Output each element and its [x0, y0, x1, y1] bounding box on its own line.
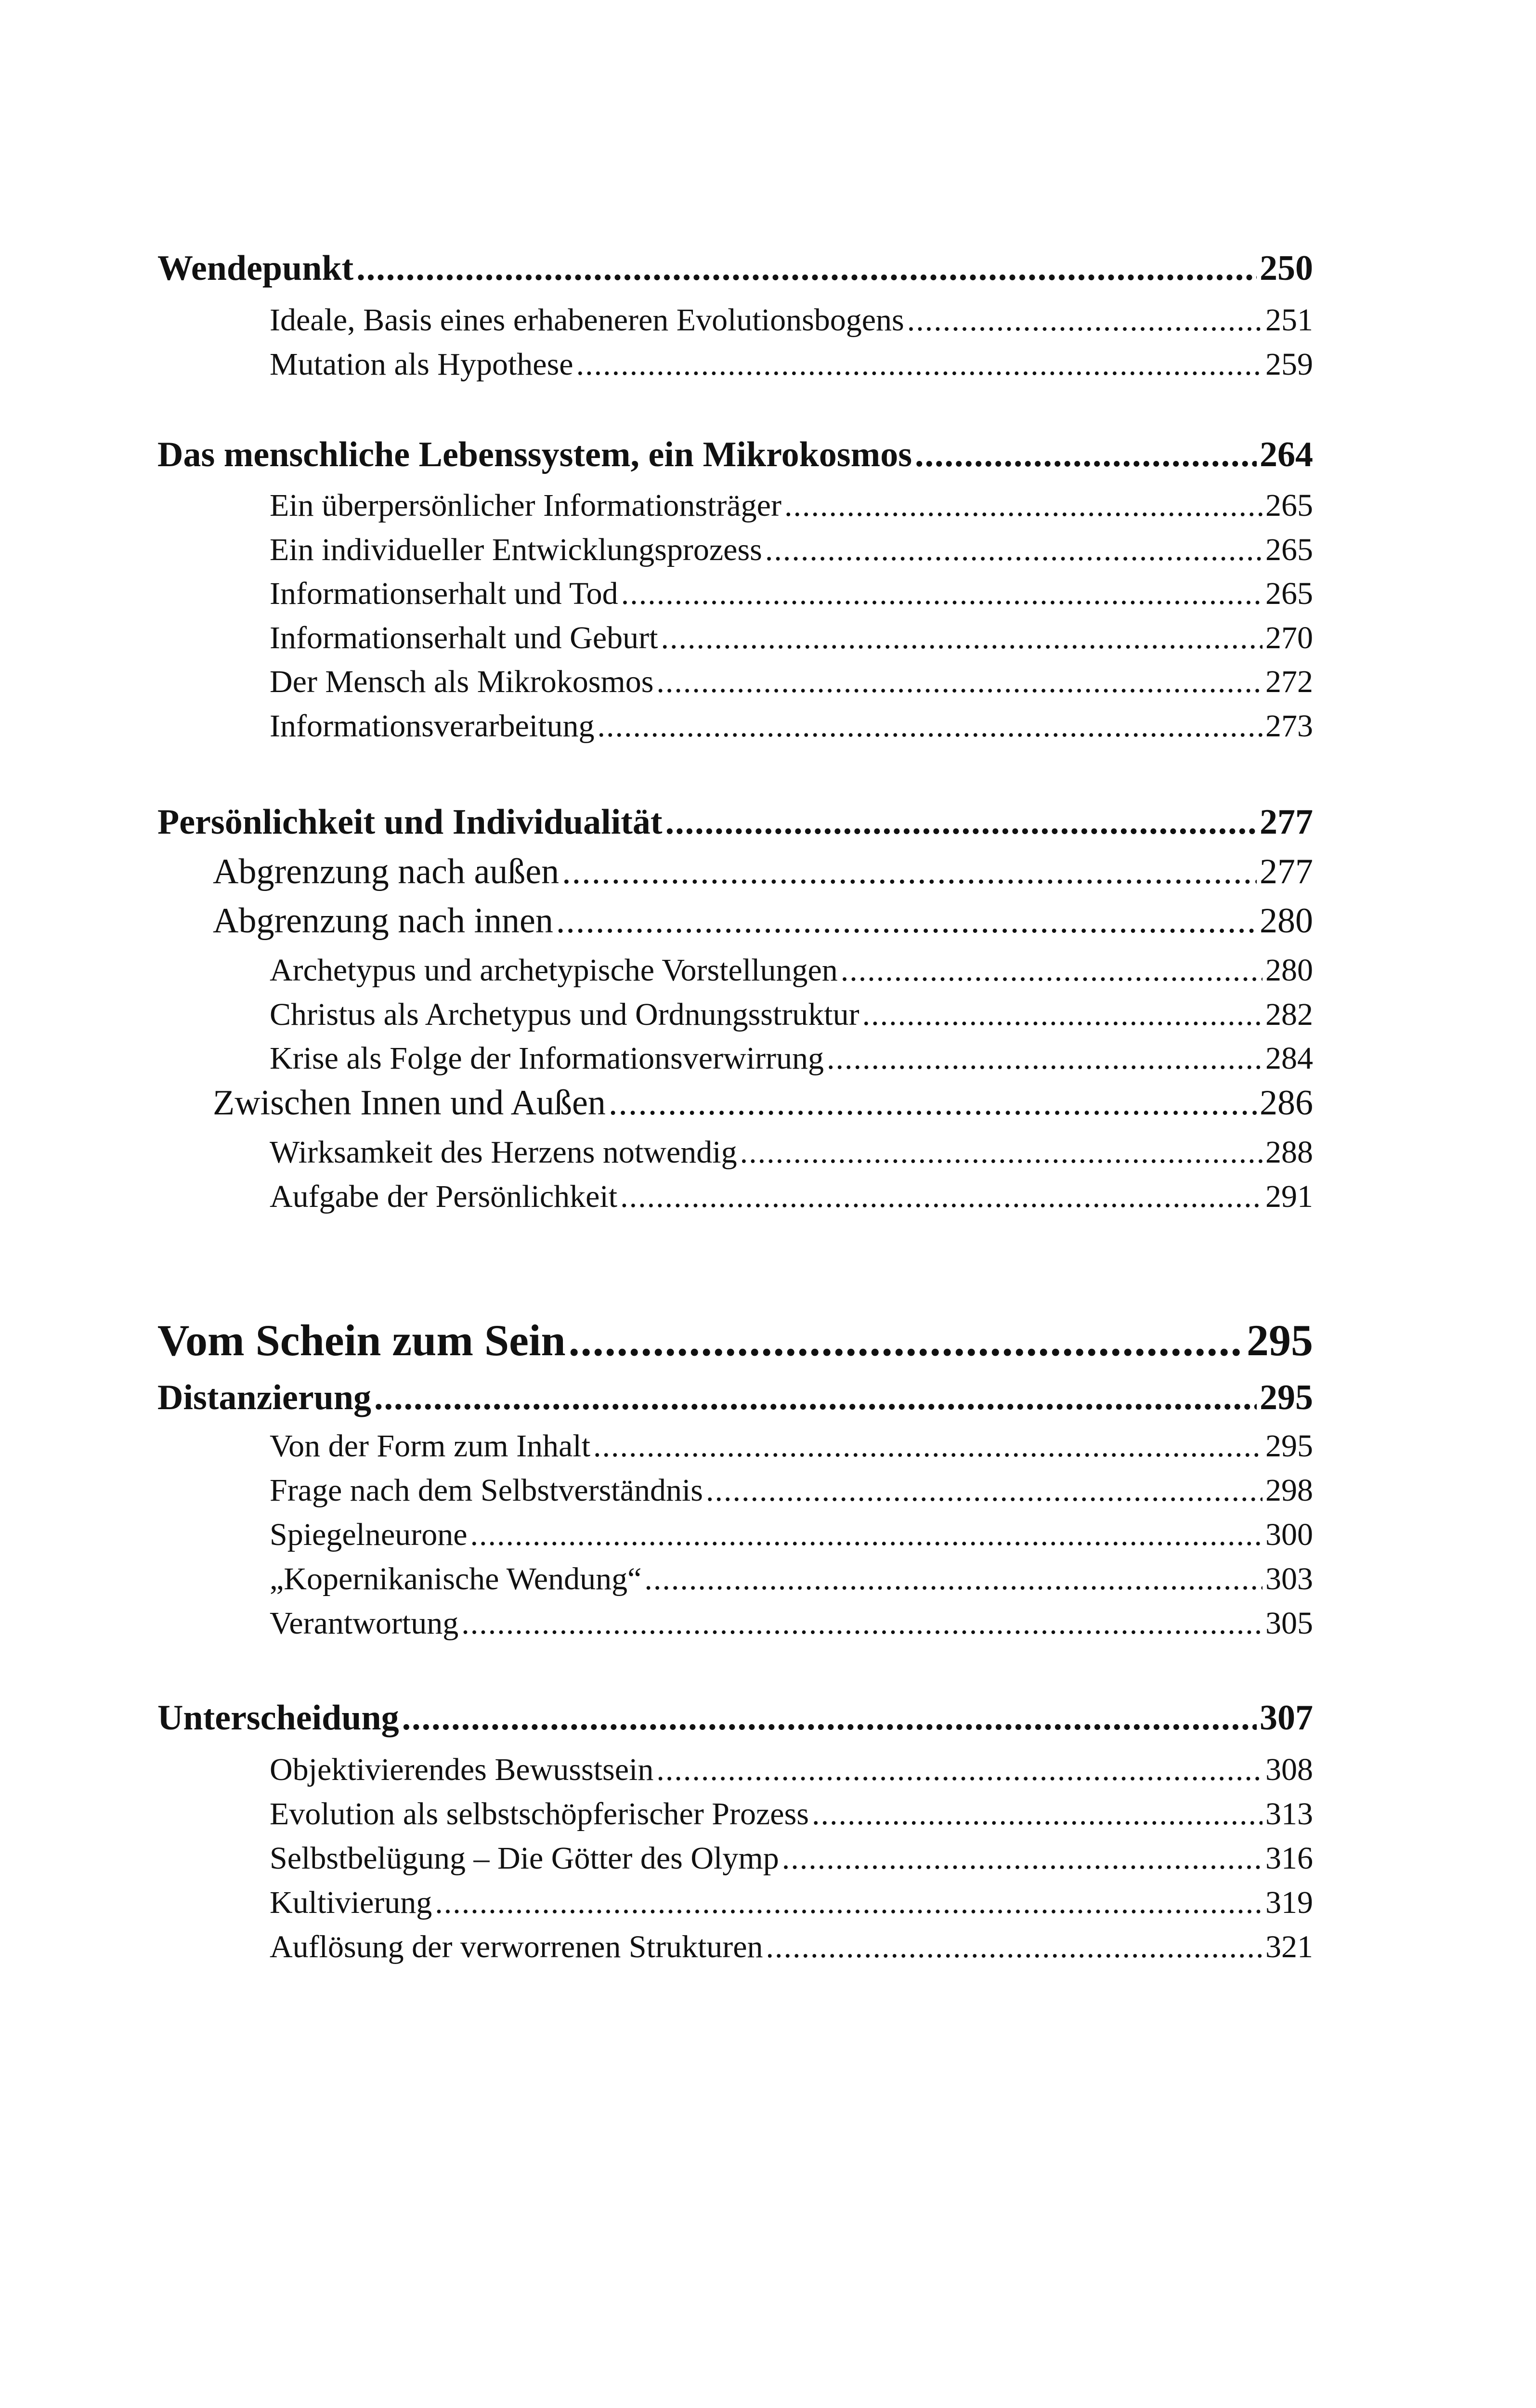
- toc-entry-page: 259: [1265, 347, 1313, 382]
- toc-entry-title: Vom Schein zum Sein: [157, 1316, 566, 1365]
- dot-leader: [766, 1929, 1263, 1965]
- toc-entry-page: 313: [1265, 1796, 1313, 1832]
- toc-entry-title: Informationserhalt und Geburt: [270, 620, 658, 655]
- toc-entry-page: 270: [1265, 620, 1313, 655]
- toc-chapter-distanzierung[interactable]: [157, 1377, 1313, 1420]
- toc-entry-page: 265: [1265, 488, 1313, 523]
- toc-entry-title: Objektivierendes Bewusstsein: [270, 1752, 654, 1787]
- toc-entry-aufloesung[interactable]: [270, 1929, 1313, 1967]
- toc-entry-page: 316: [1265, 1841, 1313, 1876]
- toc-entry-title: Selbstbelügung – Die Götter des Olymp: [270, 1841, 779, 1876]
- toc-chapter-unterscheidung[interactable]: [157, 1698, 1313, 1740]
- toc-entry-informationstraeger[interactable]: [270, 487, 1313, 526]
- dot-leader: [784, 487, 1263, 524]
- dot-leader: [706, 1472, 1263, 1509]
- toc-entry-kopernikanisch[interactable]: [270, 1561, 1313, 1599]
- toc-entry-aufgabe[interactable]: [270, 1178, 1313, 1217]
- dot-leader: [435, 1885, 1263, 1921]
- toc-entry-page: 280: [1260, 901, 1313, 941]
- dot-leader: [644, 1561, 1263, 1597]
- toc-entry-page: 288: [1265, 1135, 1313, 1170]
- toc-entry-title: Informationserhalt und Tod: [270, 576, 618, 611]
- dot-leader: [812, 1796, 1263, 1832]
- dot-leader: [356, 248, 1257, 289]
- toc-entry-page: 303: [1265, 1561, 1313, 1597]
- toc-entry-page: 273: [1265, 708, 1313, 744]
- toc-entry-page: 286: [1260, 1083, 1313, 1123]
- dot-leader: [661, 620, 1263, 656]
- toc-entry-krise[interactable]: [270, 1040, 1313, 1079]
- toc-entry-title: „Kopernikanische Wendung“: [270, 1561, 642, 1597]
- toc-entry-page: 308: [1265, 1752, 1313, 1787]
- toc-entry-title: Frage nach dem Selbstverständnis: [270, 1473, 703, 1508]
- toc-entry-archetypus[interactable]: [270, 952, 1313, 991]
- toc-entry-page: 291: [1265, 1179, 1313, 1214]
- dot-leader: [656, 664, 1263, 700]
- dot-leader: [593, 1428, 1263, 1465]
- toc-section-abgrenzung-aussen[interactable]: [213, 851, 1313, 894]
- toc-part-schein-sein[interactable]: [157, 1315, 1313, 1368]
- toc-entry-selbstverstaendnis[interactable]: [270, 1472, 1313, 1511]
- toc-section-abgrenzung-innen[interactable]: [213, 901, 1313, 943]
- toc-entry-page: 284: [1265, 1041, 1313, 1076]
- dot-leader: [576, 346, 1263, 383]
- toc-entry-title: Distanzierung: [157, 1378, 371, 1417]
- dot-leader: [621, 576, 1263, 612]
- dot-leader: [470, 1517, 1263, 1553]
- toc-entry-page: 319: [1265, 1885, 1313, 1920]
- toc-entry-page: 272: [1265, 664, 1313, 699]
- toc-entry-page: 251: [1265, 302, 1313, 338]
- toc-entry-page: 295: [1265, 1428, 1313, 1464]
- toc-entry-title: Ein individueller Entwicklungsprozess: [270, 532, 762, 567]
- dot-leader: [597, 708, 1263, 745]
- toc-entry-mikrokosmos[interactable]: [270, 664, 1313, 702]
- dot-leader: [765, 532, 1263, 568]
- toc-entry-title: Christus als Archetypus und Ordnungsstruktur: [270, 997, 859, 1032]
- toc-entry-title: Informationsverarbeitung: [270, 708, 595, 744]
- toc-entry-page: 298: [1265, 1473, 1313, 1508]
- dot-leader: [827, 1040, 1263, 1077]
- toc-entry-title: Archetypus und archetypische Vorstellungen: [270, 953, 838, 988]
- toc-entry-page: 264: [1260, 435, 1313, 474]
- toc-entry-objektivierend[interactable]: [270, 1752, 1313, 1790]
- toc-entry-title: Krise als Folge der Informationsverwirrung: [270, 1041, 824, 1076]
- toc-entry-title: Ideale, Basis eines erhabeneren Evolutionsbogens: [270, 302, 904, 338]
- toc-section-zwischen[interactable]: [213, 1083, 1313, 1125]
- dot-leader: [609, 1083, 1257, 1124]
- dot-leader: [562, 851, 1257, 892]
- toc-entry-selbstbeluegung[interactable]: [270, 1840, 1313, 1879]
- toc-entry-title: Wirksamkeit des Herzens notwendig: [270, 1135, 737, 1170]
- dot-leader: [915, 434, 1257, 475]
- toc-entry-entwicklungsprozess[interactable]: [270, 532, 1313, 570]
- toc-entry-title: Unterscheidung: [157, 1698, 399, 1738]
- toc-entry-page: 305: [1265, 1606, 1313, 1641]
- toc-entry-page: 277: [1260, 852, 1313, 891]
- toc-entry-page: 300: [1265, 1517, 1313, 1552]
- toc-entry-title: Kultivierung: [270, 1885, 432, 1920]
- toc-entry-title: Wendepunkt: [157, 249, 354, 288]
- toc-entry-informationserhalt-tod[interactable]: [270, 576, 1313, 614]
- dot-leader: [862, 996, 1263, 1033]
- toc-entry-page: 265: [1265, 576, 1313, 611]
- toc-entry-mutation[interactable]: [270, 346, 1313, 385]
- dot-leader: [841, 952, 1263, 989]
- dot-leader: [656, 1752, 1263, 1788]
- dot-leader: [402, 1698, 1257, 1739]
- dot-leader: [782, 1840, 1263, 1877]
- dot-leader: [665, 802, 1257, 843]
- toc-entry-title: Von der Form zum Inhalt: [270, 1428, 591, 1464]
- toc-entry-page: 265: [1265, 532, 1313, 567]
- toc-entry-title: Spiegelneurone: [270, 1517, 468, 1552]
- toc-chapter-persoenlichkeit[interactable]: [157, 802, 1313, 844]
- toc-entry-title: Ein überpersönlicher Informationsträger: [270, 488, 781, 523]
- toc-entry-title: Abgrenzung nach außen: [213, 852, 560, 891]
- toc-entry-ideale[interactable]: [270, 302, 1313, 340]
- toc-entry-title: Auflösung der verworrenen Strukturen: [270, 1929, 763, 1964]
- toc-entry-page: 321: [1265, 1929, 1313, 1964]
- toc-entry-herz[interactable]: [270, 1134, 1313, 1173]
- toc-chapter-lebenssystem[interactable]: [157, 434, 1313, 477]
- toc-entry-page: 295: [1260, 1378, 1313, 1417]
- toc-entry-title: Persönlichkeit und Individualität: [157, 802, 663, 842]
- toc-entry-page: 277: [1260, 802, 1313, 842]
- dot-leader: [740, 1134, 1263, 1171]
- toc-entry-evolution[interactable]: [270, 1796, 1313, 1834]
- toc-entry-christus[interactable]: [270, 996, 1313, 1035]
- toc-entry-page: 250: [1260, 249, 1313, 288]
- toc-entry-title: Das menschliche Lebenssystem, ein Mikrokosmos: [157, 435, 912, 474]
- toc-chapter-wendepunkt[interactable]: [157, 248, 1313, 290]
- toc-entry-page: 280: [1265, 953, 1313, 988]
- toc-entry-page: 307: [1260, 1698, 1313, 1738]
- toc-entry-informationsverarbeitung[interactable]: [270, 708, 1313, 746]
- toc-entry-form-inhalt[interactable]: [270, 1428, 1313, 1466]
- toc-entry-kultivierung[interactable]: [270, 1885, 1313, 1923]
- dot-leader: [620, 1178, 1263, 1215]
- toc-entry-page: 295: [1247, 1316, 1313, 1365]
- toc-entry-page: 282: [1265, 997, 1313, 1032]
- toc-entry-title: Der Mensch als Mikrokosmos: [270, 664, 654, 699]
- toc-entry-title: Abgrenzung nach innen: [213, 901, 553, 941]
- toc-entry-title: Aufgabe der Persönlichkeit: [270, 1179, 618, 1214]
- toc-entry-title: Zwischen Innen und Außen: [213, 1083, 606, 1123]
- dot-leader: [569, 1315, 1244, 1366]
- toc-entry-title: Mutation als Hypothese: [270, 347, 573, 382]
- toc-entry-informationserhalt-geburt[interactable]: [270, 620, 1313, 658]
- toc-entry-spiegelneurone[interactable]: [270, 1517, 1313, 1555]
- dot-leader: [556, 901, 1257, 942]
- dot-leader: [907, 302, 1263, 339]
- toc-entry-title: Verantwortung: [270, 1606, 459, 1641]
- toc-entry-verantwortung[interactable]: [270, 1605, 1313, 1644]
- dot-leader: [461, 1605, 1263, 1642]
- dot-leader: [374, 1377, 1257, 1418]
- toc-entry-title: Evolution als selbstschöpferischer Prozess: [270, 1796, 809, 1832]
